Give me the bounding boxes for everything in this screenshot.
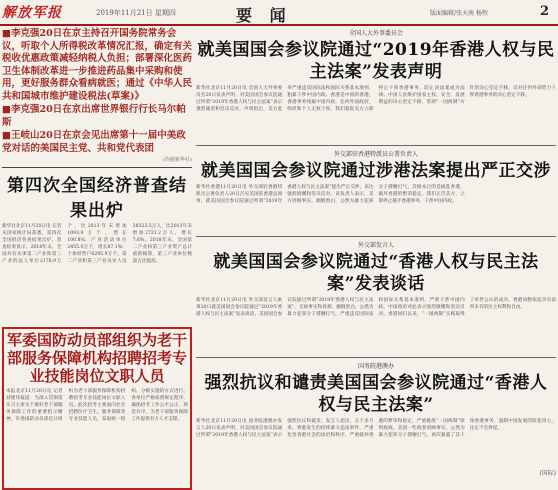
recruitment-body: 本报北京11月20日电 记者刘建伟报道：为深入贯彻落实习主席关于做好老干部服务保障工作的重要指示精神，军委国防动员部近日组织为老干部服务保障机构招聘招考专业技能岗位文职人员。此次招考主要面向社会招聘医疗卫生、服务保障等专业技能人员，采取统一组织、分级实施的方式进行。各单位严格按照规定程序，确保招考工作公平公正、规范有序，为老干部服务保障工作提供有力人才支撑。 (6, 389, 188, 422)
article-hk-commissioner (196, 149, 556, 237)
brief-item[interactable]: ■王岐山20日在京会见出席第十一届中美政党对话的美国民主党、共和党代表团 (2, 130, 186, 154)
article-body: 新华社北京11月20日电 国务院港澳办发言人20日发表声明，对美国国会参议院通过所谓“2019年香港人权与民主法案”表示强烈抗议和谴责。发言人指出，五个多月来，香港发生的持续暴力违法事件，严重危害香港社会的法治和秩序，严重破坏香港的繁荣和稳定，严重挑战“一国两制”原则底线。美国一些政客罔顾事实，公然为暴力犯罪分子撑腰打气，再次暴露了其干预香港事务、遏制中国发展的险恶用心，注定不会得逞。 (196, 419, 556, 438)
census-body: 新华社北京11月20日电 记者从国家统计局获悉，第四次全国经济普查结果出炉。普查结果显示，2018年末，全国共有从事第二产业和第三产业的法人单位2178.9万个，比2013年末增加1093.9万个，增长100.8%；产业活动单位2455.0万个，增长87.1%；个体经营户6295.9万个。第二产业和第三产业从业人员38323.5万人，比2013年末增加2721.2万人，增长7.6%。2018年末，全国第二产业和第三产业资产总计重新核算，第三产业单位数量占比提高。 (2, 224, 192, 264)
brief-item[interactable]: ■李克强20日在京出席世界银行行长马尔帕斯 (2, 104, 186, 128)
left-column (2, 28, 192, 428)
section-title: 要 闻 (236, 6, 292, 25)
briefs-source: (均据新华社) (163, 157, 192, 163)
article-fm-spokesperson (196, 240, 556, 358)
page-number: 2 (540, 4, 550, 19)
right-column (196, 28, 556, 477)
article-kicker: 外交部发言人 (357, 242, 394, 249)
article-kicker: 全国人大外事委员会 (348, 30, 403, 37)
page-header (0, 0, 558, 26)
recruitment-headline[interactable]: 军委国防动员部组织为老干部服务保障机构招聘招考专业技能岗位文职人员 (6, 331, 187, 385)
article-body: 新华社北京11月20日电 外交部发言人耿爽20日就美国国会参议院通过“2019年香港人权与民主法案”发表谈话。美国国会参议院通过所谓“2019年香港人权与民主法案”，无视事实和真相，颠倒黑白，公然为暴力犯罪分子撑腰打气，严重违反国际法和国际关系基本准则，严重干涉中国内政。中国政府对此表示强烈愤慨和坚决反对。香港回归以来，“一国两制”实践取得了举世公认的成功，香港同胞依法享有前所未有的民主权利和自由。 (196, 298, 556, 317)
issue-date: 2019年11月21日 星期四 (96, 9, 176, 17)
divider (2, 167, 192, 168)
news-briefs (2, 28, 192, 155)
recruitment-article-box (2, 327, 192, 490)
article-headline[interactable]: 强烈抗议和谴责美国国会参议院通过“香港人权与民主法案” (204, 373, 548, 415)
article-body: 新华社北京11月20日电 全国人大外事委员会20日发表声明，对美国国会参议院通过所谓“2019年香港人权与民主法案”表示强烈谴责和坚决反对。声明指出，美方此举严重违反国际法和国际关系基本准则，粗暴干涉中国内政。香港是中国的香港，香港事务纯属中国内政，任何外国政府、组织和个人无权干预。我们敦促美方立即停止干预香港事务，防止该法案成为法律。中国人民维护国家主权、安全、发展利益的决心坚定不移，贯彻“一国两制”方针的决心坚定不移，反对任何外部势力干涉香港事务的决心坚定不移。 (196, 86, 556, 112)
page-editors: 版面编辑/张天南 杨煦 (430, 10, 488, 17)
article-body: 新华社香港11月20日电 外交部驻香港特派员公署负责人20日召见美国驻香港总领事，就美国国会参议院通过所谓“2019年香港人权与民主法案”提出严正交涉，表达强烈愤慨和坚决反对。该负责人表示，美方罔顾事实，颠倒黑白，公然为暴力犯罪分子撑腰打气，其根本目的是搞乱香港，破坏香港的繁荣稳定。我们正告美方，立即停止插手香港事务、干涉中国内政。 (196, 185, 465, 204)
article-kicker: 国务院港澳办 (357, 363, 394, 370)
article-headline[interactable]: 就美国国会参议院通过“香港人权与民主法案”发表谈话 (213, 252, 539, 294)
newspaper-masthead: 解放军报 (2, 5, 62, 21)
article-headline[interactable]: 就美国国会参议院通过涉港法案提出严正交涉 (201, 161, 551, 181)
article-hkmao (196, 361, 556, 479)
census-headline[interactable]: 第四次全国经济普查结果出炉 (7, 176, 187, 221)
article-kicker: 外交部驻香港特派员公署负责人 (333, 151, 418, 158)
article-headline[interactable]: 就美国国会参议院通过“2019年香港人权与民主法案”发表声明 (197, 40, 555, 82)
article-npc-statement (196, 28, 556, 146)
brief-item[interactable]: ■李克强20日在京主持召开国务院常务会议，听取个人所得税改革情况汇报，确定有关税收优惠政策减轻纳税人负担；部署深化医药卫生体制改革进一步推进药品集中采购和使用，更好服务群众看病就医；通过《中华人民共和国城市维护建设税法(草案)》 (2, 28, 193, 102)
article-source-tag: (国际) (539, 470, 556, 477)
